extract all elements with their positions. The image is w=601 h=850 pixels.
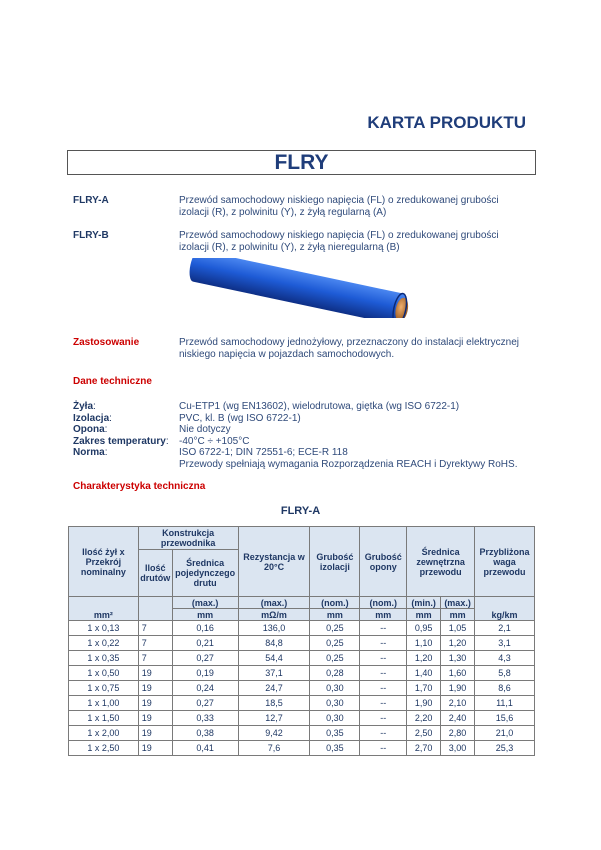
table-cell: 0,41 [172,741,238,756]
table-cell: 1,40 [407,666,441,681]
table-cell: 5,8 [475,666,535,681]
qualifier-od-min: (min.) [407,597,441,609]
table-cell: -- [360,726,407,741]
table-cell: -- [360,696,407,711]
table-cell: 24,7 [238,681,310,696]
technical-heading: Dane techniczne [73,376,152,387]
spec-value-standard: ISO 6722-1; DIN 72551-6; ECE-R 118 [179,447,348,458]
table-cell: 2,1 [475,621,535,636]
header-resistance: Rezystancja w 20°C [238,527,310,597]
table-cell: 3,1 [475,636,535,651]
unit-sheath: mm [360,609,407,621]
table-cell: 0,35 [310,726,360,741]
table-body [69,621,535,756]
variant-a-line1: Przewód samochodowy niskiego napięcia (FL) o zredukowanej grubości [179,195,499,206]
table-cell: 7 [138,636,172,651]
table-cell: -- [360,636,407,651]
table-cell: 54,4 [238,651,310,666]
spec-reach-rohs: Przewody spełniają wymagania Rozporządzenia REACH i Dyrektywy RoHS. [179,459,518,470]
table-cell: 25,3 [475,741,535,756]
table-cell: 21,0 [475,726,535,741]
table-cell: 0,21 [172,636,238,651]
table-cell: 1 x 1,50 [69,711,139,726]
spec-label-sheath: Opona: [73,424,108,435]
table-cell: 1,90 [441,681,475,696]
table-cell: -- [360,711,407,726]
table-cell: -- [360,666,407,681]
table-cell: 2,70 [407,741,441,756]
cable-jacket [187,258,409,318]
table-cell: 2,40 [441,711,475,726]
table-cell: 1 x 2,50 [69,741,139,756]
table-cell: 11,1 [475,696,535,711]
header-wire-count: Ilość drutów [138,550,172,597]
table-cell: 19 [138,726,172,741]
table-cell: 0,30 [310,681,360,696]
header-insulation: Grubość izolacji [310,527,360,597]
unit-od-min: mm [407,609,441,621]
table-cell: 1,60 [441,666,475,681]
table-row [69,696,535,711]
table-cell: 136,0 [238,621,310,636]
table-row [69,741,535,756]
variant-b-description [179,230,539,254]
application-line1: Przewód samochodowy jednożyłowy, przeznaczony do instalacji elektrycznej [179,337,519,348]
table-cell: 7 [138,651,172,666]
application-label: Zastosowanie [73,337,140,348]
header-construction: Konstrukcja przewodnika [138,527,238,550]
table-row [69,711,535,726]
spec-label-standard: Norma: [73,447,108,458]
variant-b-line1: Przewód samochodowy niskiego napięcia (FL) o zredukowanej grubości [179,230,499,241]
table-cell: 1 x 0,13 [69,621,139,636]
variant-b-line2: izolacji (R), z polwinitu (Y), z żyłą nieregularną (B) [179,242,400,253]
qualifier-insulation: (nom.) [310,597,360,609]
header-cross-section: Ilość żył x Przekrój nominalny [69,527,139,597]
unit-wire-count-empty [138,597,172,621]
table-cell: 1,90 [407,696,441,711]
table-cell: 0,28 [310,666,360,681]
unit-resistance: mΩ/m [238,609,310,621]
table-cell: 0,16 [172,621,238,636]
table-cell: 0,25 [310,651,360,666]
table-cell: 12,7 [238,711,310,726]
table-cell: 0,27 [172,696,238,711]
table-cell: 1,20 [441,636,475,651]
table-cell: 1 x 0,75 [69,681,139,696]
qualifier-wire-diameter: (max.) [172,597,238,609]
table-row [69,651,535,666]
table-cell: -- [360,681,407,696]
table-cell: 8,6 [475,681,535,696]
unit-od-max: mm [441,609,475,621]
table-cell: 9,42 [238,726,310,741]
table-cell: 4,3 [475,651,535,666]
table-cell: 0,27 [172,651,238,666]
spec-label-temperature: Zakres temperatury: [73,436,169,447]
table-cell: 18,5 [238,696,310,711]
spec-label-insulation: Izolacja: [73,413,112,424]
spec-label-core: Żyła: [73,401,96,412]
table-cell: 37,1 [238,666,310,681]
table-cell: 0,33 [172,711,238,726]
table-cell: 84,8 [238,636,310,651]
table-cell: 2,50 [407,726,441,741]
table-row [69,621,535,636]
table-cell: 1,20 [407,651,441,666]
table-cell: 1 x 0,35 [69,651,139,666]
qualifier-resistance: (max.) [238,597,310,609]
cable-illustration [180,258,420,318]
document-title: KARTA PRODUKTU [367,113,526,132]
table-cell: 0,38 [172,726,238,741]
unit-cross-section: mm² [69,597,139,621]
qualifier-sheath: (nom.) [360,597,407,609]
table-cell: 19 [138,741,172,756]
table-cell: 0,25 [310,621,360,636]
table-cell: -- [360,651,407,666]
table-cell: 0,19 [172,666,238,681]
table-cell: 1 x 0,50 [69,666,139,681]
unit-wire-diameter: mm [172,609,238,621]
product-name-box: FLRY [67,150,536,175]
application-line2: niskiego napięcia w pojazdach samochodowych. [179,349,395,360]
table-cell: 19 [138,666,172,681]
unit-insulation: mm [310,609,360,621]
table-cell: 1 x 0,22 [69,636,139,651]
table-row [69,726,535,741]
table-cell: 19 [138,681,172,696]
table-row [69,636,535,651]
spec-value-sheath: Nie dotyczy [179,424,231,435]
spec-value-insulation: PVC, kl. B (wg ISO 6722-1) [179,413,301,424]
table-title: FLRY-A [280,505,321,517]
table-cell: 7 [138,621,172,636]
table-cell: 0,24 [172,681,238,696]
table-cell: 1,30 [441,651,475,666]
table-cell: -- [360,741,407,756]
table-cell: 1 x 1,00 [69,696,139,711]
table-cell: 19 [138,696,172,711]
header-sheath: Grubość opony [360,527,407,597]
header-weight: Przybliżona waga przewodu [475,527,535,597]
table-cell: 0,30 [310,696,360,711]
header-wire-diameter: Średnica pojedynczego drutu [172,550,238,597]
table-cell: -- [360,621,407,636]
variant-a-line2: izolacji (R), z polwinitu (Y), z żyłą regularną (A) [179,207,387,218]
table-cell: 19 [138,711,172,726]
table-cell: 2,10 [441,696,475,711]
table-cell: 1,10 [407,636,441,651]
table-cell: 15,6 [475,711,535,726]
variant-b-label: FLRY-B [73,230,109,241]
table-cell: 3,00 [441,741,475,756]
table-cell: 0,30 [310,711,360,726]
table-cell: 2,20 [407,711,441,726]
unit-weight: kg/km [475,597,535,621]
spec-value-temperature: -40°C ÷ +105°C [179,436,250,447]
characteristics-table [68,526,535,756]
table-cell: 0,35 [310,741,360,756]
table-row [69,681,535,696]
variant-a-label: FLRY-A [73,195,109,206]
table-cell: 1 x 2,00 [69,726,139,741]
table-cell: 2,80 [441,726,475,741]
table-cell: 0,25 [310,636,360,651]
table-cell: 1,05 [441,621,475,636]
application-text [179,337,549,361]
header-outer-diameter: Średnica zewnętrzna przewodu [407,527,475,597]
table-cell: 0,95 [407,621,441,636]
table-cell: 7,6 [238,741,310,756]
spec-value-core: Cu-ETP1 (wg EN13602), wielodrutowa, giętka (wg ISO 6722-1) [179,401,460,412]
table-row [69,666,535,681]
characteristics-heading: Charakterystyka techniczna [73,481,206,492]
variant-a-description [179,195,539,219]
qualifier-od-max: (max.) [441,597,475,609]
table-cell: 1,70 [407,681,441,696]
